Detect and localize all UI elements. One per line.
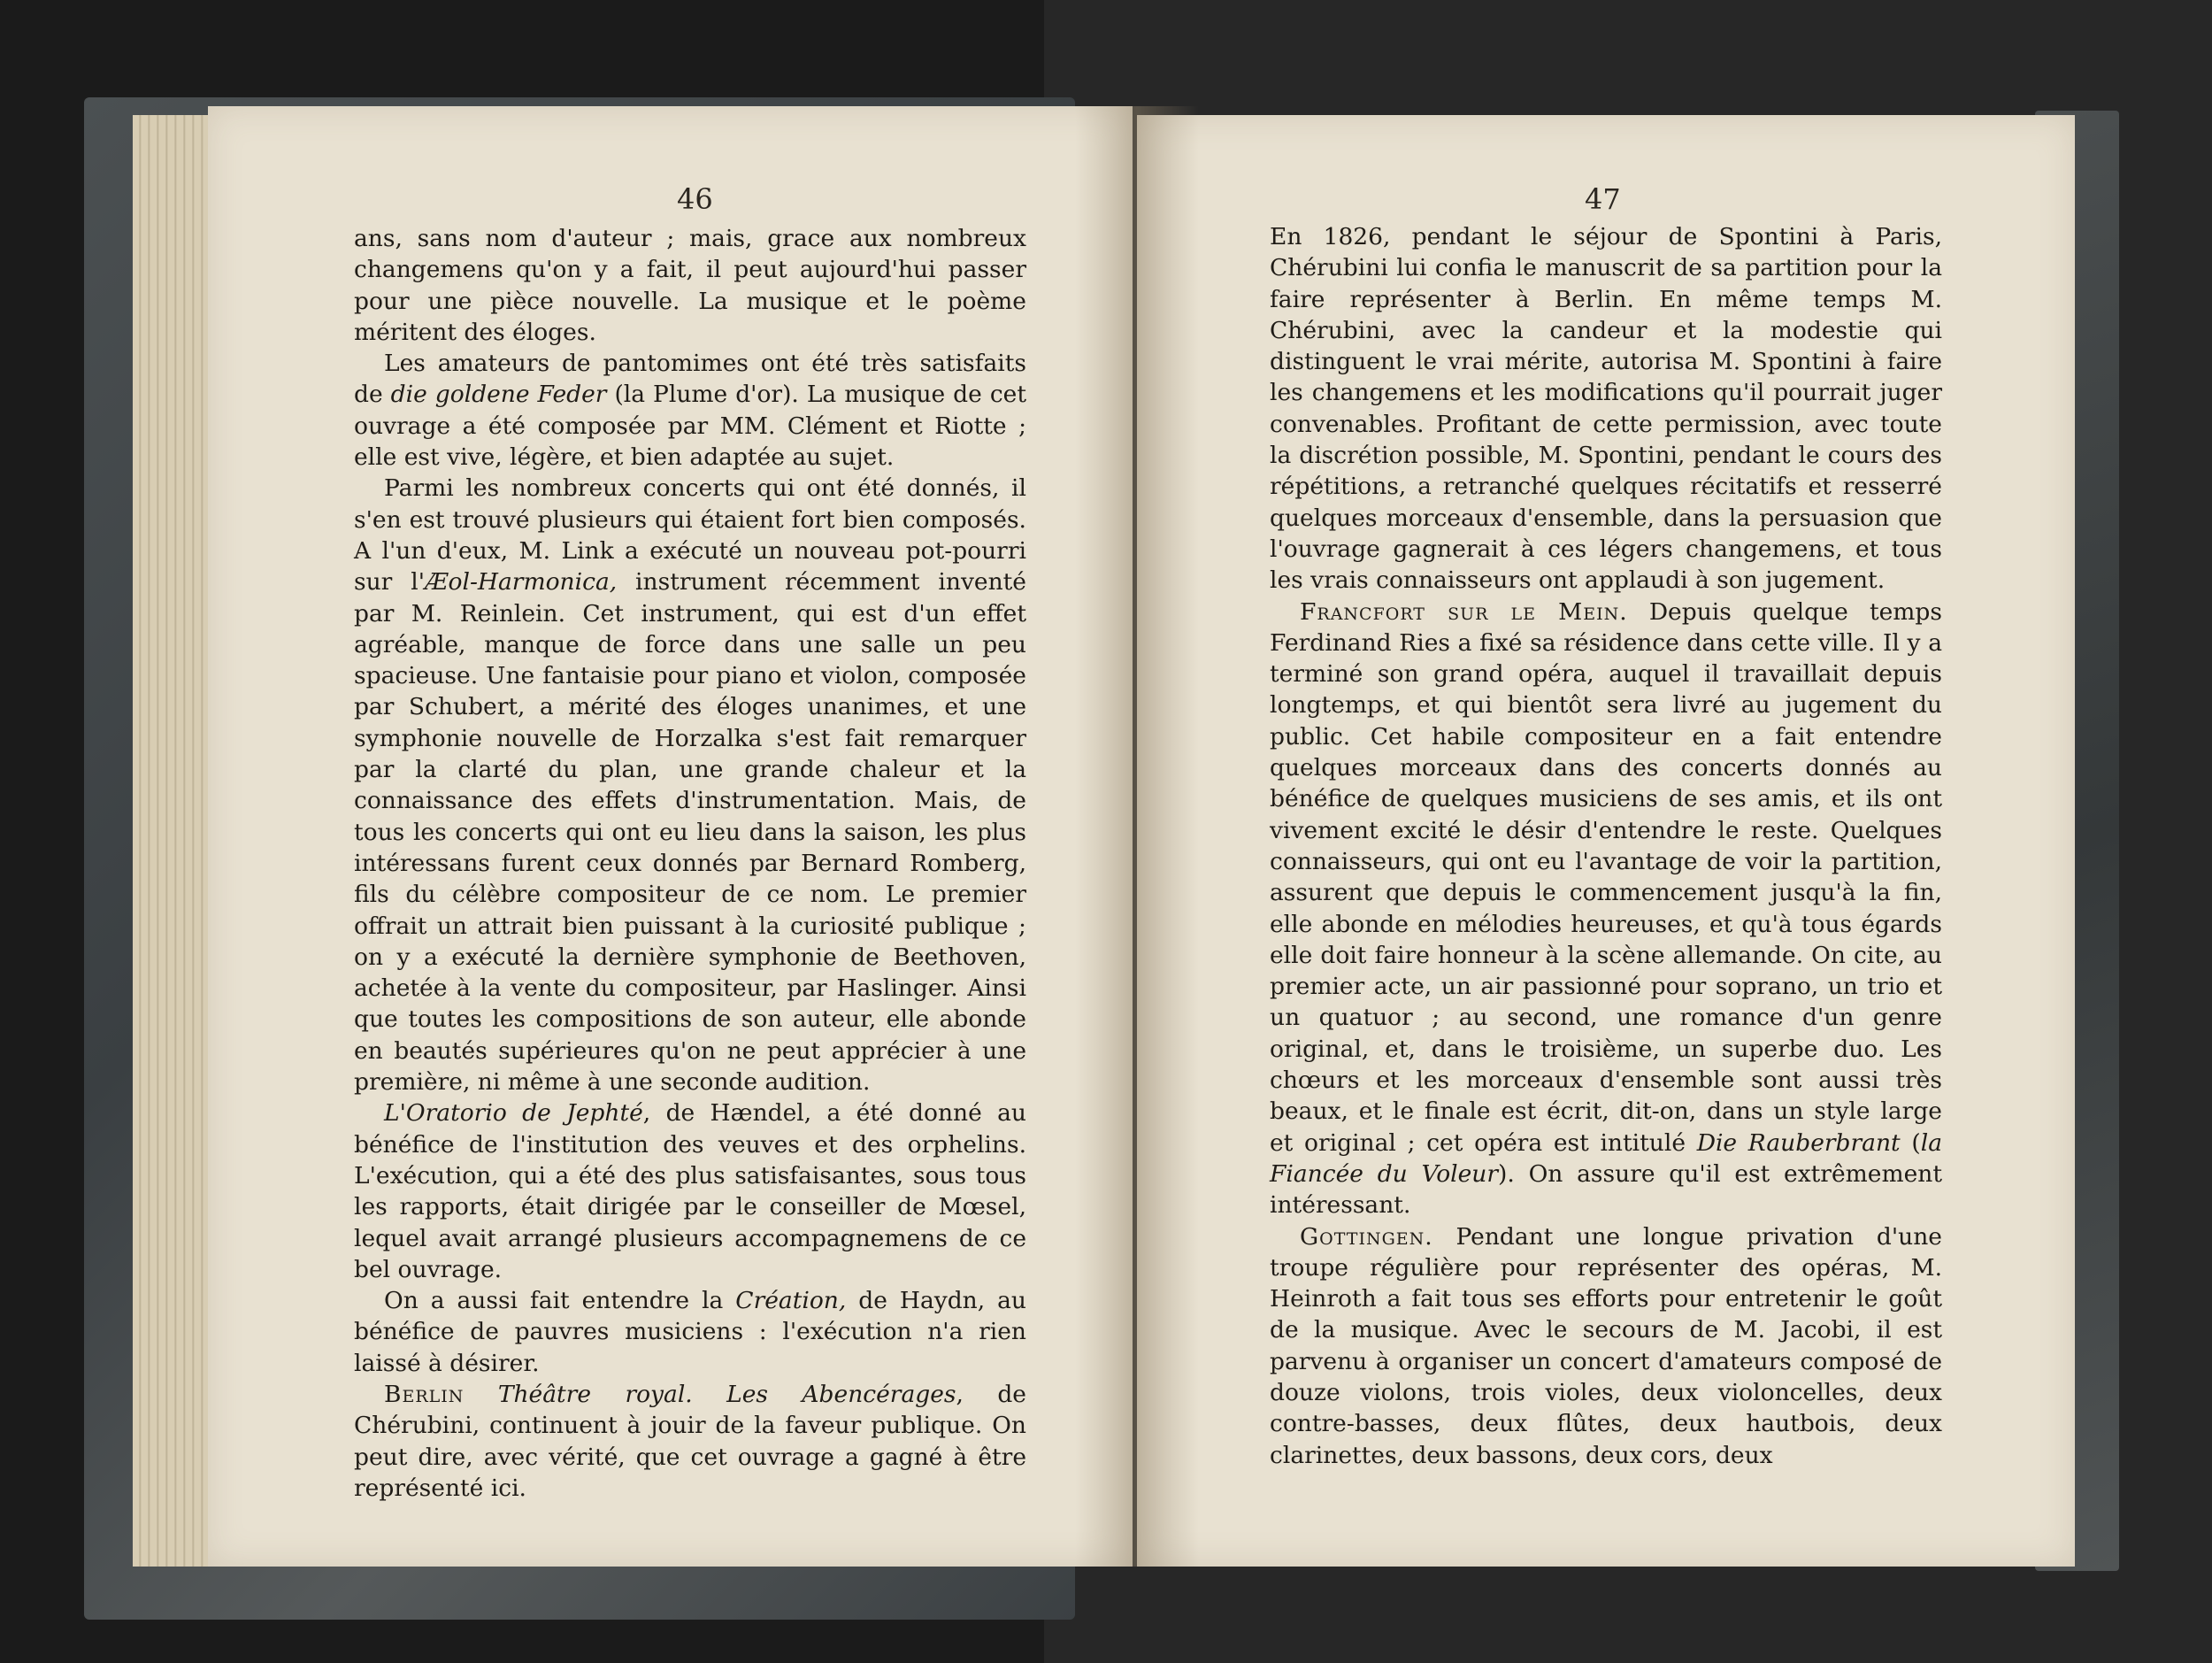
paragraph [1270,1221,1942,1471]
text-run: , de Chérubini, continuent à jouir de la faveur publique. On peut dire, avec vérité, que cet ouvrage a gagné à être représenté ici. [354,1380,1026,1502]
text-run: En 1826, pendant le séjour de Spontini à Paris, Chérubini lui confia le manuscrit de sa partition pour la faire représenter à Berlin. En même temps M. Chérubini, avec la candeur et la modestie qui distinguent le vrai mérite, autorisa M. Spontini à faire les changemens et les modifications qu'il pourrait juger convenables. Profitant de cette permission, avec toute la discrétion possible, M. Spontini, pendant le cours des répétitions, a retranché quelques récitatifs et resserré quelques morceaux d'ensemble, dans la persuasion que l'ouvrage gagnerait à ces légers changemens, et tous les vrais connaisseurs ont applaudi à son jugement. [1270,223,1942,595]
text-run: Gottingen. [1300,1222,1433,1251]
paragraph [354,348,1026,473]
page-number: 47 [1585,182,1621,216]
text-run: Depuis quelque temps Ferdinand Ries a fixé sa résidence dans cette ville. Il y a terminé son grand opéra, auquel il travaillait depuis longtemps, et qui bientôt sera livré au jugement du public. Cet habile compositeur en a fait entendre quelques morceaux dans des concerts donnés au bénéfice de quelques musiciens de ses amis, et ils ont vivement excité le désir d'entendre le reste. Quelques connaisseurs, qui ont eu l'avantage de voir la partition, assurent que depuis le commencement jusqu'à la fin, elle abonde en mélodies heureuses, et qu'à tous égards elle doit faire honneur à la scène allemande. On cite, au premier acte, un air passionné pour soprano, un trio et un quatuor ; au second, une romance d'un genre original, et, dans le troisième, un superbe duo. Les chœurs et les morceaux d'ensemble sont aussi très beaux, et le finale est écrit, dit-on, dans un style large et original ; cet opéra est intitulé [1270,597,1942,1157]
text-run [464,1381,497,1408]
text-run: instrument récemment inventé par M. Reinlein. Cet instrument, qui est d'un effet agréable, manque de force dans une salle un peu spacieuse. Une fantaisie pour piano et violon, composée par Schubert, a mérité des éloges unanimes, et une symphonie nouvelle de Horzalka s'est fait remarquer par la clarté du plan, une grande chaleur et la connaissance des effets d'instrumentation. Mais, de tous les concerts qui ont eu lieu dans la saison, les plus intéressans furent ceux donnés par Bernard Romberg, fils du célèbre compositeur de ce nom. Le premier offrait un attrait bien puissant à la curiosité publique ; on y a exécuté la dernière symphonie de Beethoven, achetée à la vente du compositeur, par Haslinger. Ainsi que toutes les compositions de son auteur, elle abonde en beautés supérieures qu'on ne peut apprécier à une première, ni même à une seconde audition. [354,568,1026,1097]
text-run: ). On assure qu'il est extrêmement intéressant. [1270,1159,1942,1220]
text-run: de Haydn, au bénéfice de pauvres musiciens : l'exécution n'a rien laissé à désirer. [354,1287,1026,1377]
text-run: ( [1900,1128,1921,1157]
book-gutter [1075,106,1199,1567]
text-run: ans, sans nom d'auteur ; mais, grace aux nombreux changemens qu'on y a fait, il peut aujourd'hui passer pour une pièce nouvelle. La musique et le poème méritent des éloges. [354,225,1026,346]
text-run: On a aussi fait entendre la [384,1287,736,1315]
text-run: , de Hændel, a été donné au bénéfice de l'institution des veuves et des orphelins. L'exécution, qui a été des plus satisfaisantes, sous tous les rapports, était dirigée par le conseiller de Mœsel, lequel avait arrangé plusieurs accompagnemens de ce bel ouvrage. [354,1099,1026,1283]
paragraph [354,223,1026,348]
text-run: Les amateurs de pantomimes ont été très satisfaits de [354,350,1026,409]
left-page-text [354,223,1026,1504]
right-page [1137,115,2075,1567]
paragraph [354,473,1026,1097]
left-page [208,106,1133,1567]
paragraph [354,1285,1026,1379]
text-run: Berlin [384,1380,465,1408]
paragraph [354,1097,1026,1285]
text-run: la Fiancée du Voleur [1270,1128,1942,1188]
right-page-text [1270,221,1942,1471]
text-run: Création, [735,1287,847,1315]
text-run: Théâtre royal. Les Abencérages [497,1380,956,1408]
text-run: (la Plume d'or). La musique de cet ouvrage a été composée par MM. Clément et Riotte ; elle est vive, légère, et bien adaptée au sujet. [354,381,1026,472]
text-run: Æol-Harmonica, [424,568,618,597]
paragraph [354,1379,1026,1504]
text-run: L'Oratorio de Jephté [384,1099,643,1128]
paragraph [1270,597,1942,1221]
text-run: Parmi les nombreux concerts qui ont été donnés, il s'en est trouvé plusieurs qui étaient fort bien composés. A l'un d'eux, M. Link a exécuté un nouveau pot-pourri sur l' [354,474,1026,597]
text-run: Francfort sur le Mein. [1300,597,1628,626]
page-number: 46 [677,182,713,216]
text-run: die goldene Feder [390,381,607,409]
paragraph [1270,221,1942,597]
text-run: Pendant une longue privation d'une troupe régulière pour représenter des opéras, M. Heinroth a fait tous ses efforts pour entretenir le goût de la musique. Avec le secours de M. Jacobi, il est parvenu à organiser un concert d'amateurs composé de douze violons, trois violes, deux violoncelles, deux contre-basses, deux flûtes, deux hautbois, deux clarinettes, deux bassons, deux cors, deux [1270,1222,1942,1469]
text-run: Die Rauberbrant [1696,1128,1901,1157]
